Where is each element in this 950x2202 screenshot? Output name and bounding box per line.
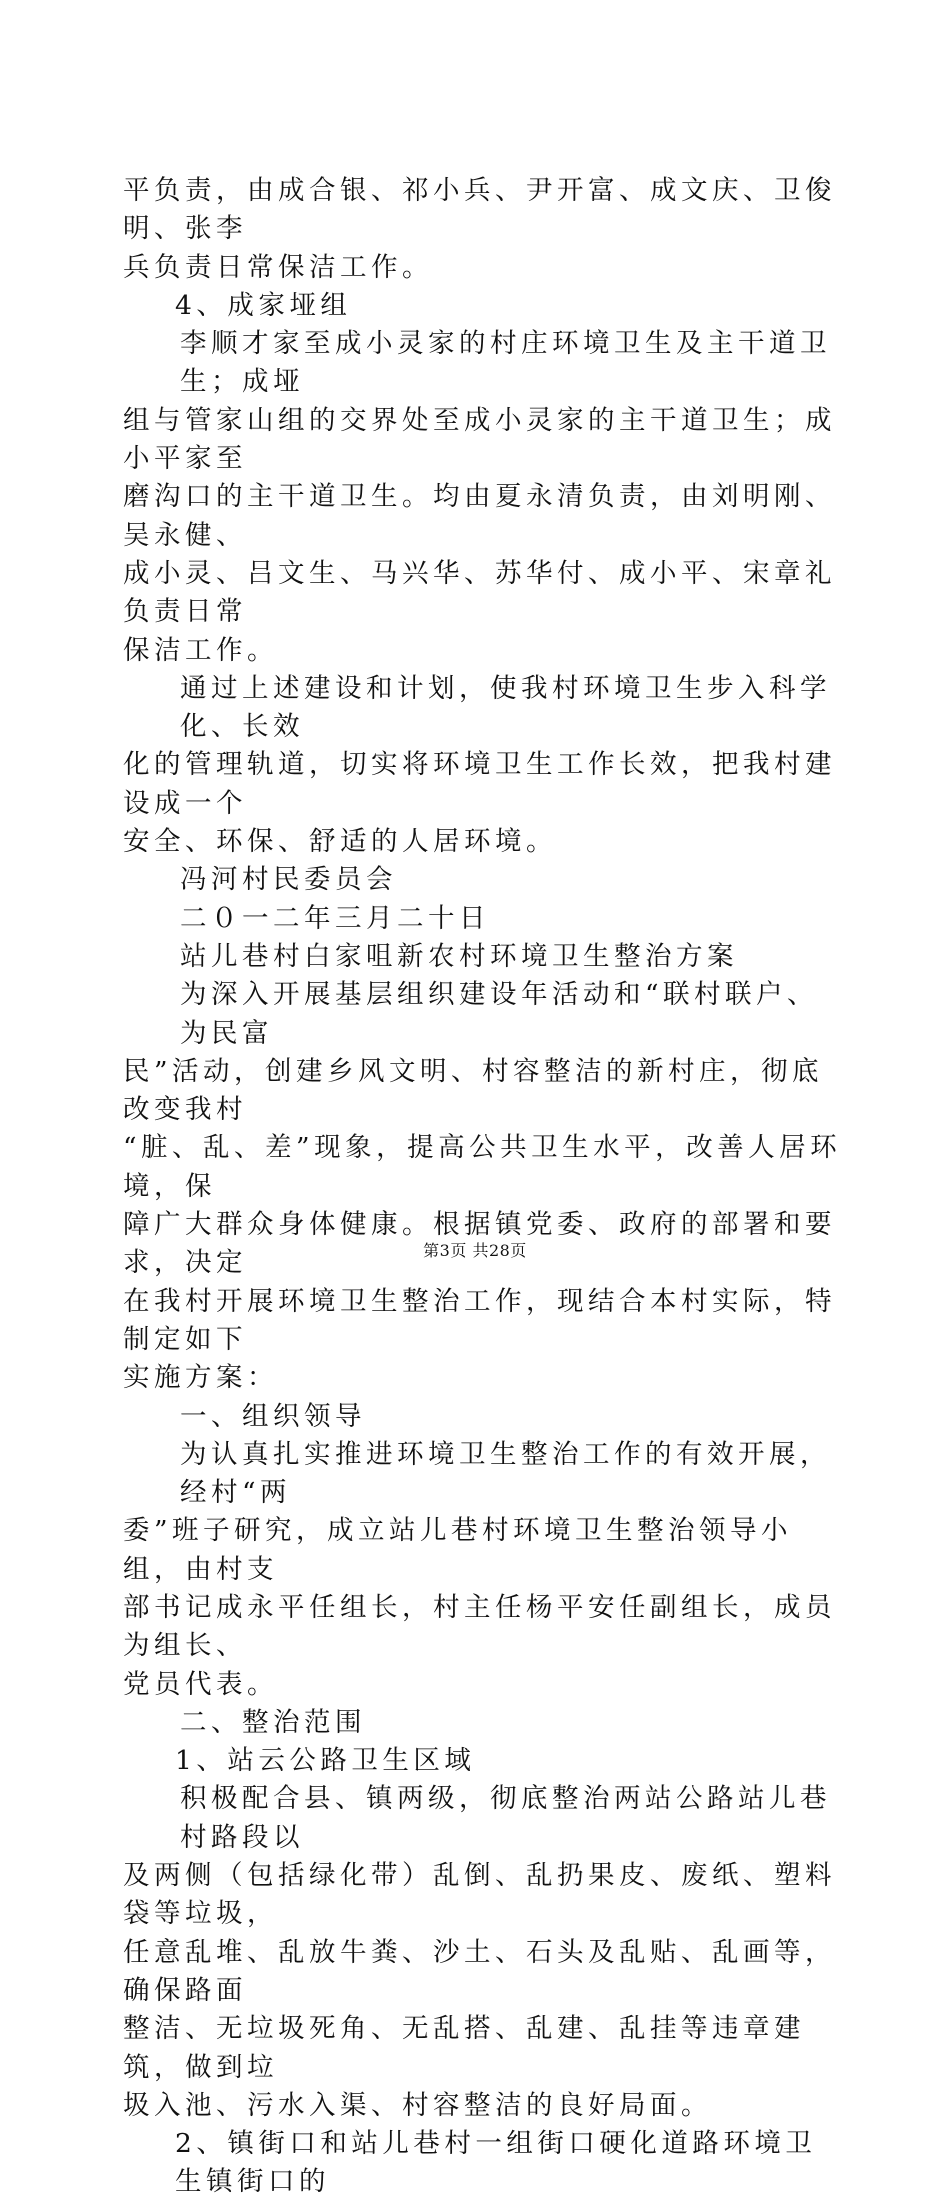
text-line-22: 为认真扎实推进环境卫生整治工作的有效开展，经村“两 (180, 1438, 831, 1509)
text-line-25: 党员代表。 (123, 1668, 278, 1700)
text-line-4: 李顺才家至成小灵家的村庄环境卫生及主干道卫生；成垭 (180, 328, 831, 398)
text-line-24: 部书记成永平任组长，村主任杨平安任副组长，成员为组长、 (123, 1591, 836, 1662)
text-line-2: 兵负责日常保洁工作。 (123, 251, 433, 283)
text-line-7: 成小灵、吕文生、马兴华、苏华付、成小平、宋章礼负责日常 (123, 557, 836, 628)
text-line-1: 平负责，由成合银、祁小兵、尹开富、成文庆、卫俊明、张李 (123, 175, 836, 245)
signature-date: 二０一二年三月二十日 (180, 902, 490, 934)
section-heading-organization: 一、组织领导 (180, 1400, 366, 1432)
text-line-18: 障广大群众身体健康。根据镇党委、政府的部署和要求，决定 (123, 1209, 836, 1279)
text-line-28: 积极配合县、镇两级，彻底整治两站公路站儿巷村路段以 (180, 1783, 831, 1853)
text-line-23: 委”班子研究，成立站儿巷村环境卫生整治领导小组，由村支 (123, 1515, 793, 1585)
text-line-17: “脏、乱、差”现象，提高公共卫生水平，改善人居环境，保 (123, 1132, 842, 1202)
text-line-19: 在我村开展环境卫生整治工作，现结合本村实际，特制定如下 (123, 1285, 836, 1355)
text-line-11: 安全、环保、舒适的人居环境。 (123, 826, 557, 858)
text-line-15: 为深入开展基层组织建设年活动和“联村联户、为民富 (180, 979, 819, 1049)
text-line-16: 民”活动，创建乡风文明、村容整洁的新村庄，彻底改变我村 (123, 1055, 824, 1126)
text-line-8: 保洁工作。 (123, 634, 278, 666)
text-line-32: 圾入池、污水入渠、村容整洁的良好局面。 (123, 2089, 712, 2121)
text-line-5: 组与管家山组的交界处至成小灵家的主干道卫生；成小平家至 (123, 404, 836, 475)
document-body (123, 172, 843, 2202)
page-number-footer: 第3页 共28页 (423, 1241, 527, 1260)
text-line-9: 通过上述建设和计划，使我村环境卫生步入科学化、长效 (180, 672, 831, 743)
text-line-29: 及两侧（包括绿化带）乱倒、乱扔果皮、废纸、塑料袋等垃圾， (123, 1860, 836, 1930)
signature-committee: 冯河村民委员会 (180, 864, 397, 896)
section-heading-chengjiaya: 4、成家垭组 (175, 289, 352, 321)
subsection-heading-street: 2、镇街口和站儿巷村一组街口硬化道路环境卫生镇街口的 (175, 2128, 817, 2198)
text-line-10: 化的管理轨道，切实将环境卫生工作长效，把我村建设成一个 (123, 749, 836, 819)
text-line-31: 整洁、无垃圾死角、无乱搭、乱建、乱挂等违章建筑，做到垃 (123, 2013, 805, 2083)
text-line-6: 磨沟口的主干道卫生。均由夏永清负责，由刘明刚、吴永健、 (123, 481, 836, 551)
text-line-20: 实施方案： (123, 1362, 278, 1394)
document-title: 站儿巷村白家咀新农村环境卫生整治方案 (180, 940, 738, 972)
section-heading-scope: 二、整治范围 (180, 1706, 366, 1738)
subsection-heading-road: 1、站云公路卫生区域 (175, 1745, 476, 1777)
text-line-30: 任意乱堆、乱放牛粪、沙土、石头及乱贴、乱画等，确保路面 (123, 1936, 836, 2006)
